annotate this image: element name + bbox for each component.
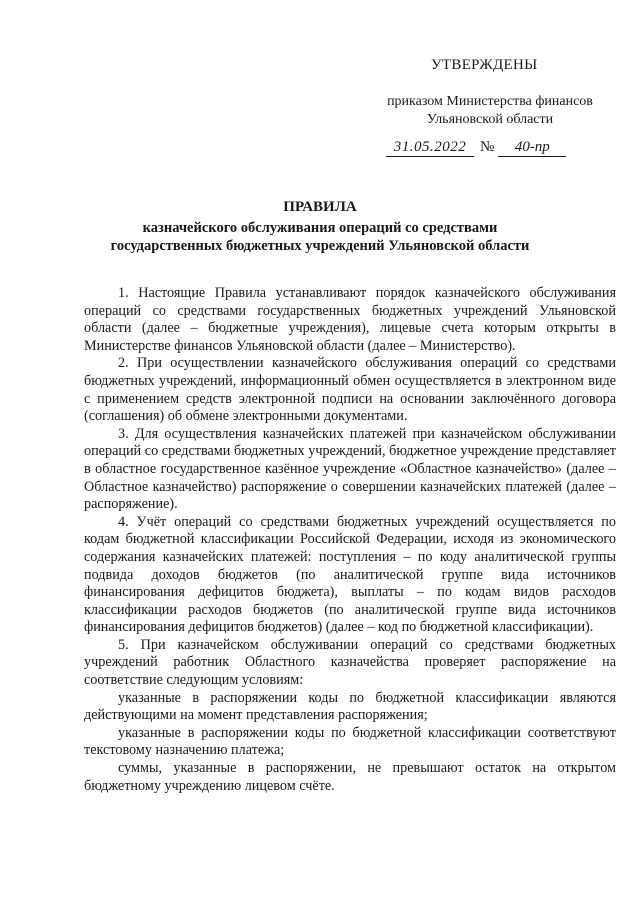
paragraph-1: 1. Настоящие Правила устанавливают порядок казначейского обслуживания операций со средствами государственных бюджетных учреждений Ульяновской области (далее – бюджетные учреждения), лицевые счета которым открыты в Министерстве финансов Ульяновской области (далее – Министерство). bbox=[84, 285, 616, 354]
document-subtitle-line2: государственных бюджетных учреждений Ульяновской области bbox=[110, 238, 530, 254]
document-subtitle-line1: казначейского обслуживания операций со средствами bbox=[142, 220, 498, 236]
condition-3: суммы, указанные в распоряжении, не превышают остаток на открытом бюджетному учреждению лицевом счёте. bbox=[84, 760, 616, 794]
number-sign: № bbox=[480, 139, 495, 155]
paragraph-2: 2. При осуществлении казначейского обслуживания операций со средствами бюджетных учреждений, информационный обмен осуществляется в электронном виде с применением средств электронной подписи на основании заключённого договора (соглашения) об обмене электронными документами. bbox=[84, 355, 616, 425]
document-title: ПРАВИЛА bbox=[283, 199, 357, 215]
document-body bbox=[84, 285, 616, 795]
order-reference-line1: приказом Министерства финансов bbox=[387, 94, 593, 109]
order-reference-line2: Ульяновской области bbox=[426, 112, 554, 127]
handwritten-date: 31.05.2022 bbox=[386, 139, 474, 157]
approval-stamp-heading: УТВЕРЖДЕНЫ bbox=[431, 57, 538, 73]
paragraph-3: 3. Для осуществления казначейских платежей при казначейском обслуживании операций со средствами бюджетных учреждений, бюджетное учреждение представляет в областное государственное казённое учреждение «Областное казначейство» (далее – Областное казначейство) распоряжение о совершении казначейских платежей (далее – распоряжение). bbox=[84, 425, 616, 513]
paragraph-4: 4. Учёт операций со средствами бюджетных учреждений осуществляется по кодам бюджетной классификации Российской Федерации, исходя из экономического содержания казначейских платежей: поступления – по коду аналитической группы подвида доходов бюджетов (по аналитической группе вида источников финансирования дефицитов бюджета), выплаты – по кодам видов расходов классификации расходов бюджетов (по аналитической группе вида источников финансирования дефицитов бюджетов) (далее – код по бюджетной классификации). bbox=[84, 513, 616, 636]
condition-1: указанные в распоряжении коды по бюджетной классификации являются действующими на момент представления распоряжения; bbox=[84, 689, 616, 724]
condition-2: указанные в распоряжении коды по бюджетной классификации соответствуют текстовому назначению платежа; bbox=[84, 724, 616, 759]
paragraph-5: 5. При казначейском обслуживании операций со средствами бюджетных учреждений работник Областного казначейства проверяет распоряжение на соответствие следующим условиям: bbox=[84, 636, 616, 689]
order-date-number bbox=[386, 139, 566, 157]
handwritten-order-number: 40-пр bbox=[498, 139, 566, 157]
